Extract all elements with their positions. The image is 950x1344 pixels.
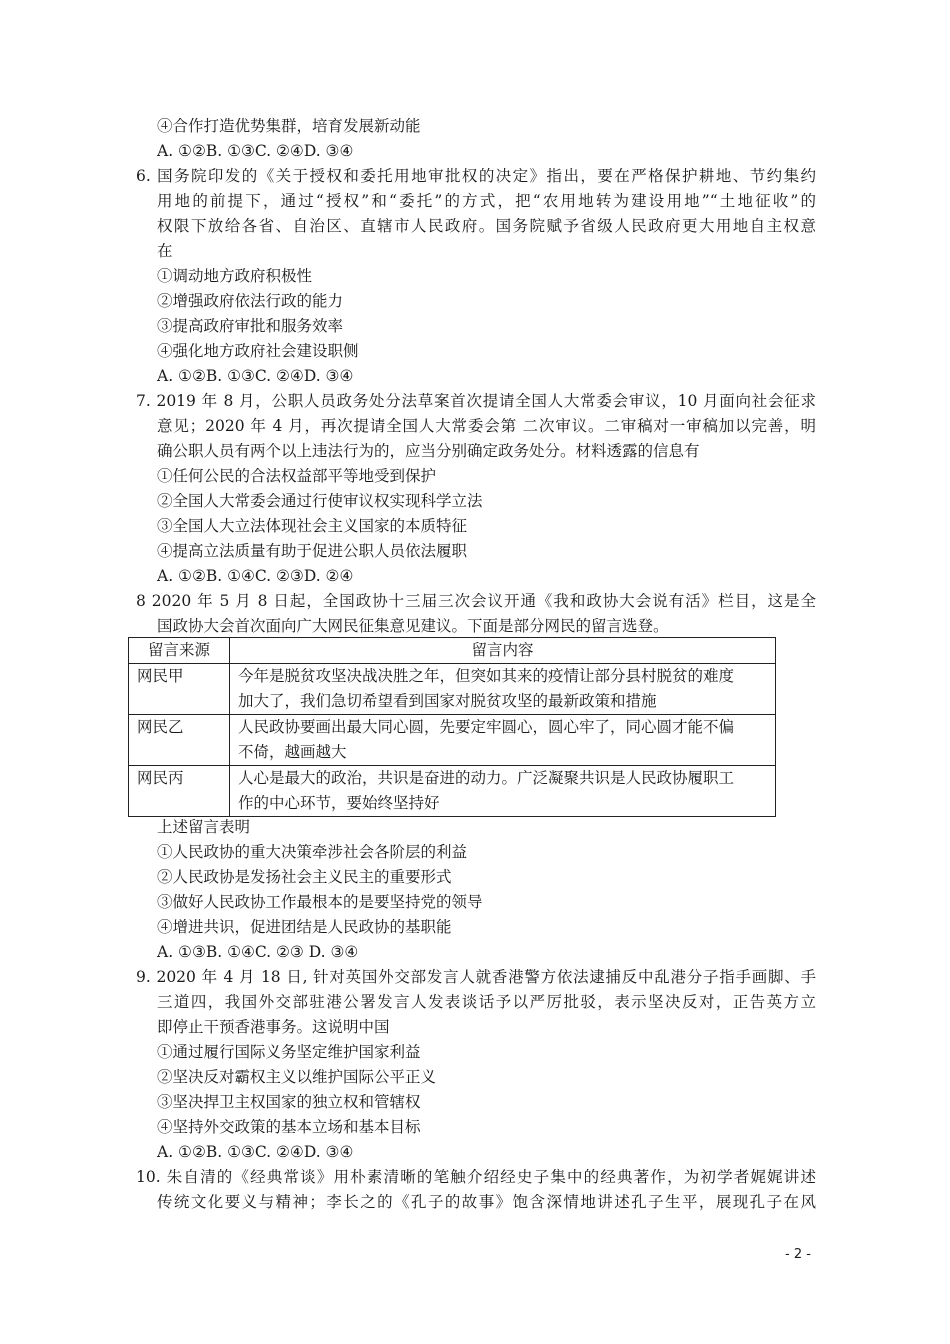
table-cell-content [230,715,776,766]
table-row [129,766,776,817]
q6-answer-choices: A. ①②B. ①③C. ②④D. ③④ [157,367,354,385]
q7-stem-line-2: 意见；2020 年 4 月，再次提请全国人大常委会第 二次审议。二审稿对一审稿加以完善，明 [157,417,816,435]
q8-option-4: ④增进共识，促进团结是人民政协的基职能 [157,918,452,936]
q8-option-2: ②人民政协是发扬社会主义民主的重要形式 [157,868,452,886]
table-cell-line: 作的中心环节，要始终坚持好 [238,794,440,812]
q10-stem-line-1: 10. 朱自清的《经典常谈》用朴素清晰的笔触介绍经史子集中的经典著作，为初学者娓娓讲述 [136,1168,816,1186]
q6-stem-line-3: 权限下放给各省、自治区、直辖市人民政府。国务院赋予省级人民政府更大用地自主权意 [157,217,816,235]
q7-stem-line-1: 7. 2019 年 8 月，公职人员政务处分法草案首次提请全国人大常委会审议，10 月面向社会征求 [136,392,816,410]
q6-option-2: ②增强政府依法行政的能力 [157,292,344,310]
q7-option-4: ④提高立法质量有助于促进公职人员依法履职 [157,542,468,560]
table-row [129,664,776,715]
table-cell-line: 不倚，越画越大 [238,743,347,761]
table-cell-source: 网民丙 [129,766,230,817]
q7-stem-line-3: 确公职人员有两个以上违法行为的，应当分别确定政务处分。材料透露的信息有 [157,442,700,460]
table-cell-line: 人心是最大的政治，共识是奋进的动力。广泛凝聚共识是人民政协履职工 [238,769,735,787]
q9-stem-line-2: 三道四，我国外交部驻港公署发言人发表谈话予以严厉批驳，表示坚决反对，正告英方立 [157,993,816,1011]
q10-stem-line-2: 传统文化要义与精神；李长之的《孔子的故事》饱含深情地讲述孔子生平，展现孔子在风 [157,1193,816,1211]
q6-option-4: ④强化地方政府社会建设职侧 [157,342,359,360]
q9-option-1: ①通过履行国际义务坚定维护国家利益 [157,1043,421,1061]
q6-stem-line-1: 6. 国务院印发的《关于授权和委托用地审批权的决定》指出，要在严格保护耕地、节约集约 [136,167,816,185]
q9-stem-line-3: 即停止干预香港事务。这说明中国 [157,1018,390,1036]
q5-answer-choices: A. ①②B. ①③C. ②④D. ③④ [157,142,354,160]
q7-answer-choices: A. ①②B. ①④C. ②③D. ②④ [157,567,354,585]
q7-option-2: ②全国人大常委会通过行使审议权实现科学立法 [157,492,483,510]
message-table [128,637,776,817]
q8-stem-line-1: 8 2020 年 5 月 8 日起，全国政协十三届三次会议开通《我和政协大会说有活》栏目，这是全 [136,592,816,610]
q9-option-2: ②坚决反对霸权主义以维护国际公平正义 [157,1068,437,1086]
table-header-source: 留言来源 [129,638,230,664]
q9-option-4: ④坚持外交政策的基本立场和基本目标 [157,1118,421,1136]
table-header-content: 留言内容 [230,638,776,664]
table-header-row [129,638,776,664]
q8-question-prompt: 上述留言表明 [157,818,251,836]
table-cell-content [230,664,776,715]
q6-option-3: ③提高政府审批和服务效率 [157,317,344,335]
q6-option-1: ①调动地方政府积极性 [157,267,313,285]
table-cell-source: 网民甲 [129,664,230,715]
q5-option-4: ④合作打造优势集群，培育发展新动能 [157,117,421,135]
q7-option-1: ①任何公民的合法权益部平等地受到保护 [157,467,437,485]
q9-stem-line-1: 9. 2020 年 4 月 18 日, 针对英国外交部发言人就香港警方依法逮捕反中乱港分子指手画脚、手 [136,968,816,986]
table-cell-line: 今年是脱贫攻坚决战决胜之年，但突如其来的疫情让部分县村脱贫的难度 [238,667,735,685]
q6-stem-line-4: 在 [157,242,173,260]
q8-stem-line-2: 国政协大会首次面向广大网民征集意见建议。下面是部分网民的留言选登。 [157,617,669,635]
q7-option-3: ③全国人大立法体现社会主义国家的本质特征 [157,517,468,535]
q8-answer-choices: A. ①③B. ①④C. ②③ D. ③④ [157,943,359,961]
table-row [129,715,776,766]
table-cell-source: 网民乙 [129,715,230,766]
q8-option-1: ①人民政协的重大决策牵涉社会各阶层的利益 [157,843,468,861]
table-cell-line: 人民政协要画出最大同心圆，先要定牢圆心，圆心牢了，同心圆才能不偏 [238,718,735,736]
q8-option-3: ③做好人民政协工作最根本的是要坚持党的领导 [157,893,483,911]
table-cell-line: 加大了，我们急切希望看到国家对脱贫攻坚的最新政策和措施 [238,692,657,710]
page-number: - 2 - [785,1247,811,1262]
q6-stem-line-2: 用地的前提下，通过“授权”和“委托”的方式，把“农用地转为建设用地”“土地征收”的 [157,192,816,210]
q9-answer-choices: A. ①②B. ①③C. ②④D. ③④ [157,1143,354,1161]
q9-option-3: ③坚决捍卫主权国家的独立权和管辖权 [157,1093,421,1111]
table-cell-content [230,766,776,817]
